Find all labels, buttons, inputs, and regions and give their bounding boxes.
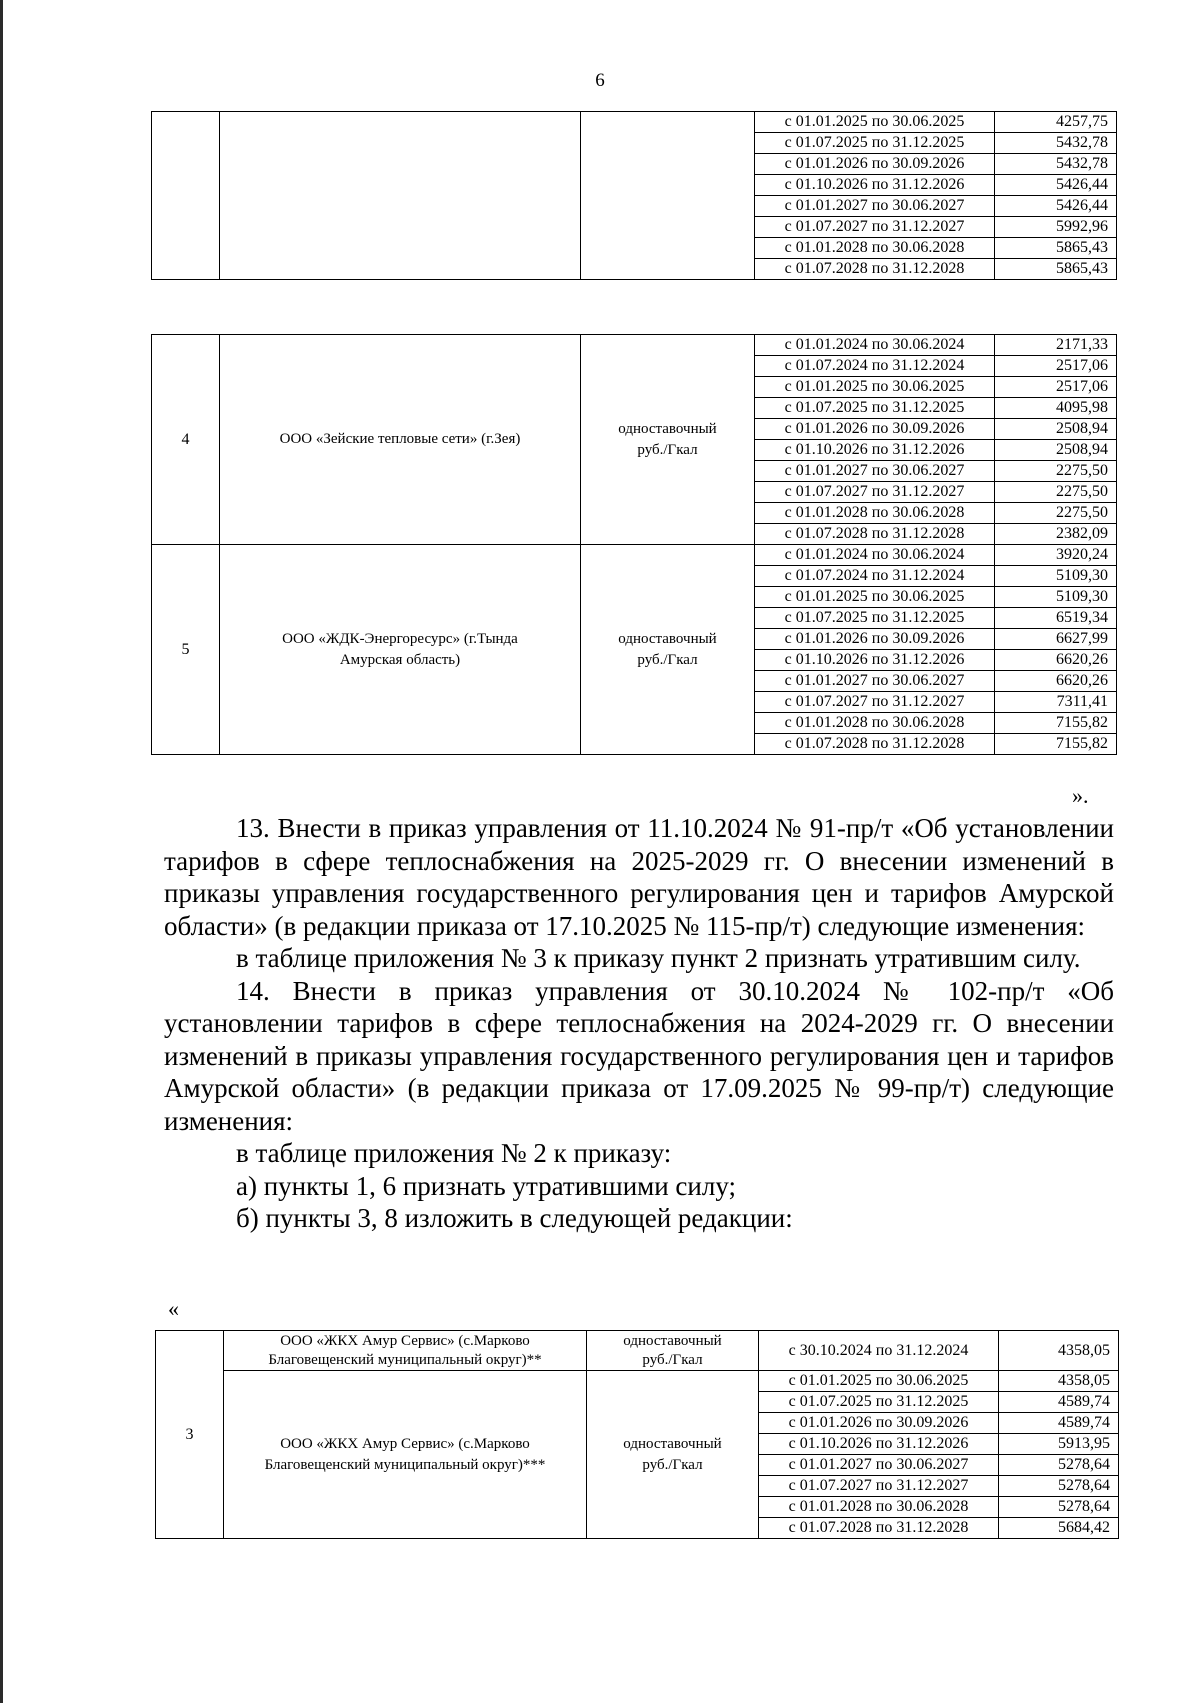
period-cell: с 01.01.2027 по 30.06.2027 [755,671,995,692]
paragraph-13: 13. Внести в приказ управления от 11.10.2024 № 91-пр/т «Об установлении тарифов в сфере теплоснабжения на 2025-2029 гг. О внесении изменений в приказы управления государственного регулирования цен и тарифов Амурской области» (в редакции приказа от 17.10.2025 № 115-пр/т) следующие изменения: [164,813,1114,941]
period-cell: с 01.07.2024 по 31.12.2024 [755,356,995,377]
paragraph-13-a: в таблице приложения № 3 к приказу пункт 2 признать утратившим силу. [236,943,1081,973]
value-cell: 5865,43 [995,259,1117,280]
value-cell: 5992,96 [995,217,1117,238]
value-cell: 7155,82 [995,734,1117,755]
period-cell: с 01.01.2026 по 30.09.2026 [755,629,995,650]
item-number: 5 [152,545,220,755]
tariff-table-middle [151,334,1117,755]
period-cell: с 01.07.2027 по 31.12.2027 [759,1476,999,1497]
value-cell: 4095,98 [995,398,1117,419]
value-cell: 3920,24 [995,545,1117,566]
tariff-type-line1: одноставочный [618,420,717,437]
value-cell: 2275,50 [995,482,1117,503]
tariff-type-line1: одноставочный [623,1332,722,1349]
value-cell: 5432,78 [995,154,1117,175]
value-cell: 2508,94 [995,419,1117,440]
period-cell: с 01.07.2025 по 31.12.2025 [755,608,995,629]
period-cell: с 01.01.2025 по 30.06.2025 [755,587,995,608]
value-cell: 5109,30 [995,587,1117,608]
value-cell: 5426,44 [995,175,1117,196]
tariff-type-line1: одноставочный [623,1435,722,1452]
period-cell: с 01.10.2026 по 31.12.2026 [755,650,995,671]
organization-name: ООО «Зейские тепловые сети» (г.Зея) [220,335,581,545]
item-number: 3 [156,1331,224,1539]
tariff-type-line2: руб./Гкал [642,1456,703,1473]
scan-edge [0,0,3,1703]
paragraph-14-c: б) пункты 3, 8 изложить в следующей редакции: [236,1203,793,1233]
table-row [152,335,1117,356]
period-cell: с 01.01.2026 по 30.09.2026 [755,154,995,175]
period-cell: с 01.01.2026 по 30.09.2026 [755,419,995,440]
period-cell: с 01.01.2028 по 30.06.2028 [755,713,995,734]
period-cell: с 01.07.2027 по 31.12.2027 [755,482,995,503]
value-cell: 6620,26 [995,650,1117,671]
value-cell: 7311,41 [995,692,1117,713]
tariff-type-line2: руб./Гкал [637,441,698,458]
period-cell: с 01.01.2026 по 30.09.2026 [759,1413,999,1434]
period-cell: с 01.01.2025 по 30.06.2025 [755,112,995,133]
opening-quote: « [168,1296,179,1321]
period-cell: с 01.01.2028 по 30.06.2028 [759,1497,999,1518]
item-number: 4 [152,335,220,545]
value-cell: 4257,75 [995,112,1117,133]
value-cell: 2508,94 [995,440,1117,461]
tariff-table-bottom [155,1330,1119,1539]
organization-cell [220,112,581,280]
period-cell: с 01.07.2028 по 31.12.2028 [755,734,995,755]
value-cell: 4358,05 [999,1371,1119,1392]
period-cell: с 01.07.2028 по 31.12.2028 [755,259,995,280]
body-text [164,812,1114,1235]
value-cell: 5109,30 [995,566,1117,587]
table-row [156,1371,1119,1392]
value-cell: 2171,33 [995,335,1117,356]
value-cell: 7155,82 [995,713,1117,734]
table-row [152,112,1117,133]
period-cell: с 01.07.2025 по 31.12.2025 [759,1392,999,1413]
period-cell: с 30.10.2024 по 31.12.2024 [759,1331,999,1371]
value-cell: 4358,05 [999,1331,1119,1371]
value-cell: 6620,26 [995,671,1117,692]
period-cell: с 01.01.2027 по 30.06.2027 [759,1455,999,1476]
period-cell: с 01.01.2025 по 30.06.2025 [755,377,995,398]
value-cell: 2275,50 [995,503,1117,524]
value-cell: 5865,43 [995,238,1117,259]
tariff-type [581,335,755,545]
value-cell: 4589,74 [999,1413,1119,1434]
period-cell: с 01.01.2024 по 30.06.2024 [755,335,995,356]
tariff-type [587,1331,759,1371]
closing-quote: ». [1072,783,1089,808]
value-cell: 5432,78 [995,133,1117,154]
value-cell: 5278,64 [999,1497,1119,1518]
value-cell: 4589,74 [999,1392,1119,1413]
period-cell: с 01.01.2027 по 30.06.2027 [755,196,995,217]
tariff-table-top [151,111,1117,280]
value-cell: 5684,42 [999,1518,1119,1539]
value-cell: 6519,34 [995,608,1117,629]
period-cell: с 01.07.2025 по 31.12.2025 [755,398,995,419]
value-cell: 5278,64 [999,1455,1119,1476]
period-cell: с 01.07.2028 по 31.12.2028 [755,524,995,545]
period-cell: с 01.07.2024 по 31.12.2024 [755,566,995,587]
item-number-cell [152,112,220,280]
tariff-type-line2: руб./Гкал [637,651,698,668]
period-cell: с 01.07.2025 по 31.12.2025 [755,133,995,154]
value-cell: 5278,64 [999,1476,1119,1497]
organization-name: ООО «ЖДК-Энергоресурс» (г.Тында Амурская область) [220,545,581,755]
tariff-type-cell [581,112,755,280]
period-cell: с 01.01.2024 по 30.06.2024 [755,545,995,566]
value-cell: 2275,50 [995,461,1117,482]
tariff-type-line1: одноставочный [618,630,717,647]
paragraph-14-a: в таблице приложения № 2 к приказу: [236,1138,672,1168]
value-cell: 6627,99 [995,629,1117,650]
value-cell: 2517,06 [995,377,1117,398]
period-cell: с 01.07.2027 по 31.12.2027 [755,217,995,238]
period-cell: с 01.10.2026 по 31.12.2026 [759,1434,999,1455]
table-row [152,545,1117,566]
paragraph-14: 14. Внести в приказ управления от 30.10.2024 № 102-пр/т «Об установлении тарифов в сфере теплоснабжения на 2024-2029 гг. О внесении изменений в приказы управления государственного регулирования цен и тарифов Амурской области» (в редакции приказа от 17.09.2025 № 99-пр/т) следующие изменения: [164,975,1114,1136]
page-number: 6 [595,70,605,91]
period-cell: с 01.07.2027 по 31.12.2027 [755,692,995,713]
organization-name: ООО «ЖКХ Амур Сервис» (с.Марково Благовещенский муниципальный округ)*** [224,1371,587,1539]
table-row [156,1331,1119,1371]
tariff-type [581,545,755,755]
period-cell: с 01.10.2026 по 31.12.2026 [755,175,995,196]
period-cell: с 01.10.2026 по 31.12.2026 [755,440,995,461]
period-cell: с 01.01.2028 по 30.06.2028 [755,238,995,259]
value-cell: 2517,06 [995,356,1117,377]
paragraph-14-b: а) пункты 1, 6 признать утратившими силу; [236,1170,736,1201]
period-cell: с 01.01.2025 по 30.06.2025 [759,1371,999,1392]
period-cell: с 01.01.2028 по 30.06.2028 [755,503,995,524]
period-cell: с 01.07.2028 по 31.12.2028 [759,1518,999,1539]
value-cell: 5426,44 [995,196,1117,217]
tariff-type [587,1371,759,1539]
value-cell: 2382,09 [995,524,1117,545]
value-cell: 5913,95 [999,1434,1119,1455]
tariff-type-line2: руб./Гкал [642,1351,703,1368]
organization-name: ООО «ЖКХ Амур Сервис» (с.Марково Благовещенский муниципальный округ)** [224,1331,587,1371]
period-cell: с 01.01.2027 по 30.06.2027 [755,461,995,482]
